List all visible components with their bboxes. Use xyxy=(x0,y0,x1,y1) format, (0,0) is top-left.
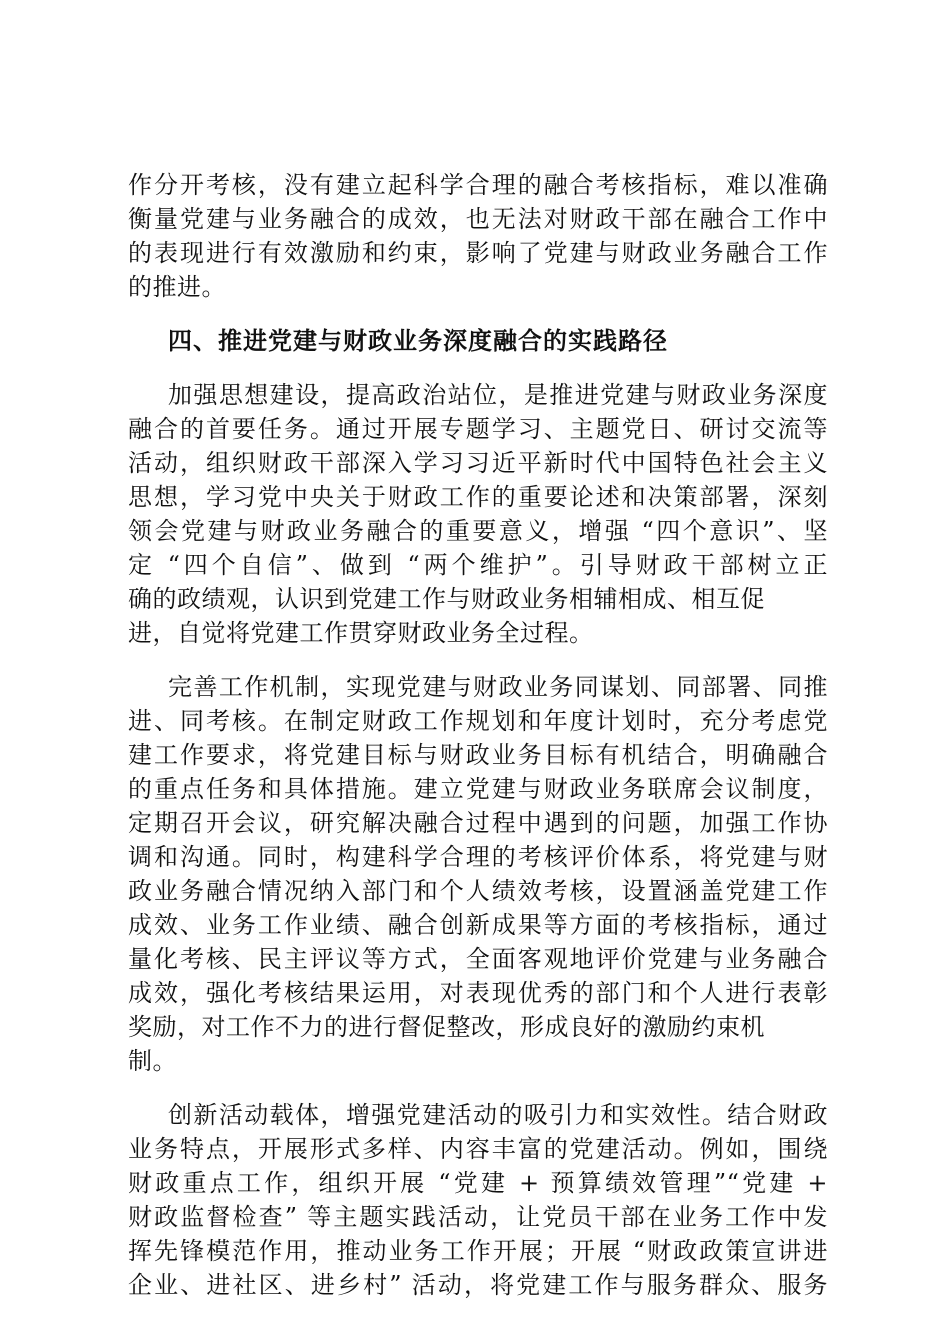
text-line: 完善工作机制，实现党建与财政业务同谋划、同部署、同推 xyxy=(168,673,828,701)
text-line: 定 “四个自信”、做到 “两个维护”。引导财政干部树立正 xyxy=(128,551,828,579)
text-line: 思想，学习党中央关于财政工作的重要论述和决策部署，深刻 xyxy=(128,483,828,511)
text-line: 的重点任务和具体措施。建立党建与财政业务联席会议制度， xyxy=(128,775,828,803)
text-line: 奖励，对工作不力的进行督促整改，形成良好的激励约束机 xyxy=(128,1013,765,1041)
text-line: 作分开考核，没有建立起科学合理的融合考核指标，难以准确 xyxy=(128,171,828,199)
text-line: 衡量党建与业务融合的成效，也无法对财政干部在融合工作中 xyxy=(128,205,828,233)
text-line: 活动，组织财政干部深入学习习近平新时代中国特色社会主义 xyxy=(128,449,828,477)
text-line: 挥先锋模范作用，推动业务工作开展；开展 “财政政策宣讲进 xyxy=(128,1237,828,1265)
text-line: 融合的首要任务。通过开展专题学习、主题党日、研讨交流等 xyxy=(128,415,828,443)
text-line: 企业、进社区、进乡村” 活动，将党建工作与服务群众、服务 xyxy=(128,1271,828,1299)
text-line: 进，自觉将党建工作贯穿财政业务全过程。 xyxy=(128,619,594,647)
text-line: 调和沟通。同时，构建科学合理的考核评价体系，将党建与财 xyxy=(128,843,828,871)
text-line: 进、同考核。在制定财政工作规划和年度计划时，充分考虑党 xyxy=(128,707,828,735)
text-line: 成效、业务工作业绩、融合创新成果等方面的考核指标，通过 xyxy=(128,911,828,939)
text-line: 的推进。 xyxy=(128,273,226,301)
text-line: 加强思想建设，提高政治站位，是推进党建与财政业务深度 xyxy=(168,381,828,409)
text-line: 建工作要求，将党建目标与财政业务目标有机结合，明确融合 xyxy=(128,741,828,769)
text-line: 制。 xyxy=(128,1047,177,1075)
text-line: 定期召开会议，研究解决融合过程中遇到的问题，加强工作协 xyxy=(128,809,828,837)
text-line: 成效，强化考核结果运用，对表现优秀的部门和个人进行表彰 xyxy=(128,979,828,1007)
text-line: 的表现进行有效激励和约束，影响了党建与财政业务融合工作 xyxy=(128,239,828,267)
text-line: 业务特点，开展形式多样、内容丰富的党建活动。例如，围绕 xyxy=(128,1135,828,1163)
text-line: 财政重点工作，组织开展 “党建 + 预算绩效管理”“党建 + xyxy=(128,1169,828,1197)
text-line: 量化考核、民主评议等方式，全面客观地评价党建与业务融合 xyxy=(128,945,828,973)
text-line: 创新活动载体，增强党建活动的吸引力和实效性。结合财政 xyxy=(168,1101,828,1129)
text-line: 财政监督检查” 等主题实践活动，让党员干部在业务工作中发 xyxy=(128,1203,828,1231)
section-heading: 四、推进党建与财政业务深度融合的实践路径 xyxy=(168,326,668,355)
text-line: 领会党建与财政业务融合的重要意义，增强 “四个意识”、坚 xyxy=(128,517,828,545)
text-line: 政业务融合情况纳入部门和个人绩效考核，设置涵盖党建工作 xyxy=(128,877,828,905)
text-line: 确的政绩观，认识到党建工作与财政业务相辅相成、相互促 xyxy=(128,585,765,613)
